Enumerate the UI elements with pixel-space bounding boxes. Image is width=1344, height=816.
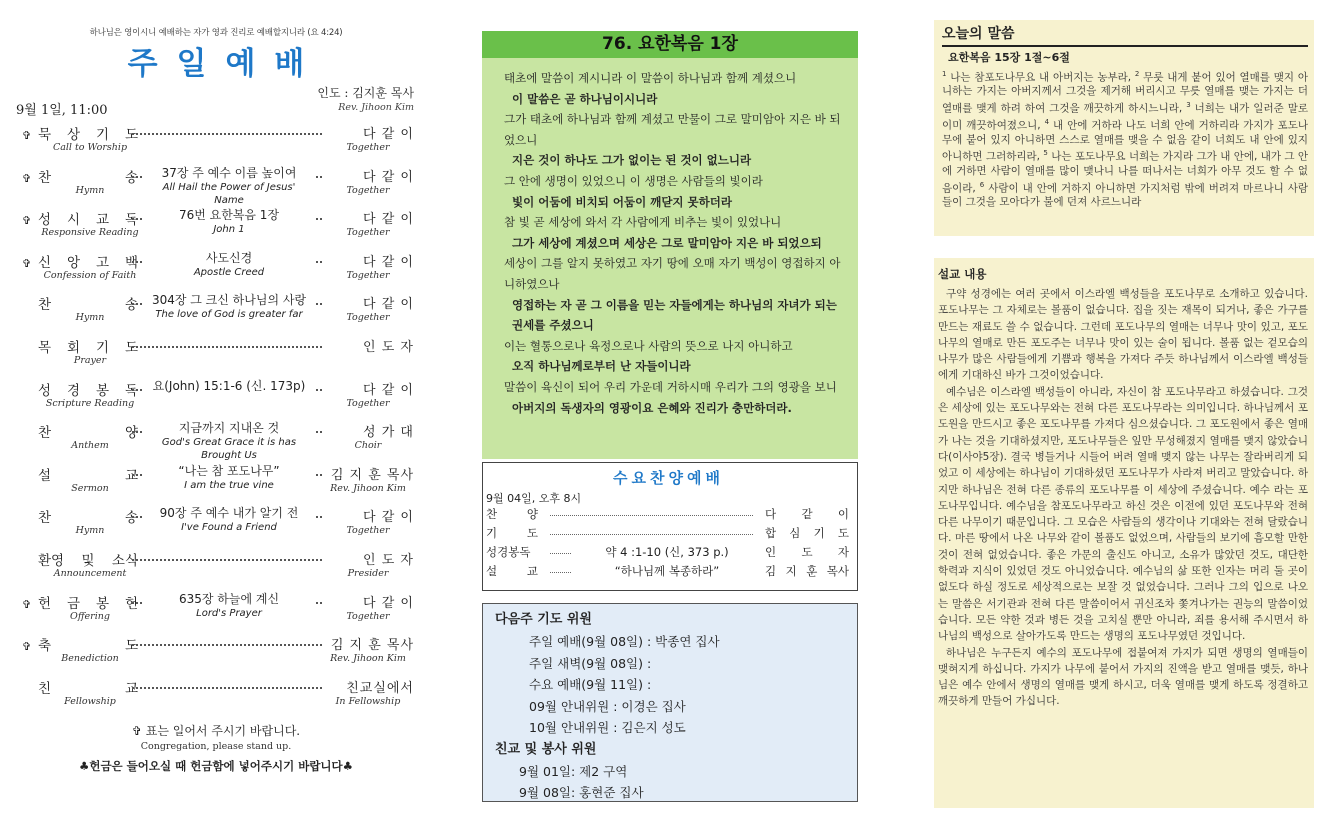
- order-item-leader: 인 도 자: [363, 339, 414, 355]
- reading-line-congregation: 이 말씀은 곧 하나님이시니라: [512, 91, 658, 106]
- order-item-name-en: Anthem: [71, 440, 109, 452]
- order-item-name-char: 고: [95, 254, 110, 271]
- order-item-leader-en: Together: [346, 269, 390, 281]
- order-item-leader: 다 같 이: [363, 169, 414, 185]
- order-item: [14, 591, 418, 634]
- sermon-box: [934, 258, 1314, 808]
- right-panel: [934, 20, 1314, 808]
- verse-number: 2: [1134, 70, 1140, 78]
- todays-word-title: 오늘의 말씀: [942, 23, 1308, 47]
- order-item-name-en: Hymn: [75, 525, 105, 537]
- order-item-name-char: 상: [66, 127, 81, 143]
- wednesday-item-name-char: 설: [486, 564, 498, 578]
- order-item-name-char: 성: [38, 382, 52, 399]
- order-item: [14, 463, 418, 506]
- order-item-name-char: 경: [66, 382, 81, 399]
- order-item-leader: 다 같 이: [363, 127, 414, 142]
- order-item-content-ko: 지금까지 지내온 것: [178, 421, 280, 436]
- order-item-leader: 다 같 이: [363, 297, 414, 313]
- order-item-name-en: Offering: [70, 610, 110, 622]
- order-item-name-char: 도: [124, 127, 138, 143]
- order-item-name: [38, 251, 138, 271]
- prayer-committee-item: 수요 예배(9월 11일) :: [529, 677, 652, 692]
- order-item-name-char: 교: [124, 680, 138, 697]
- wednesday-item-leader-char: 인: [765, 545, 777, 559]
- responsive-reading-text: [482, 58, 858, 418]
- wednesday-order-row: [486, 563, 851, 582]
- leader-name-en: Rev. Jihoon Kim: [338, 102, 414, 113]
- todays-word-text: [942, 68, 1308, 210]
- wednesday-item-leader-char: 도: [801, 545, 813, 559]
- order-item-leader: 김 지 훈 목사: [330, 638, 414, 654]
- order-item-leader-en: Choir: [354, 440, 382, 452]
- dotted-leader: [550, 534, 753, 535]
- reading-line-leader: 그가 태초에 하나님과 함께 계셨고 만물이 그로 말미암아 지은 바 되었으니: [504, 112, 841, 147]
- wednesday-item-leader: [765, 506, 849, 522]
- wednesday-order-row: [486, 525, 851, 544]
- wednesday-item-name-char: 교: [526, 564, 538, 578]
- order-item-name-char: 도: [124, 339, 138, 356]
- order-item: [14, 378, 418, 421]
- order-item-name-char: 봉: [95, 595, 110, 612]
- wednesday-order-row: [486, 544, 851, 563]
- wednesday-item-name-char: 양: [526, 507, 538, 521]
- reading-line-leader: 참 빛 곧 세상에 와서 각 사람에게 비추는 빛이 있었나니: [504, 215, 782, 230]
- sermon-paragraph: 하나님은 누구든지 예수의 포도나무에 접붙여져 가지가 되면 생명의 열매들이 맺혀지게 하십니다. 가지가 나무에 붙어서 가지의 진액을 받고 열매를 맺듯, 하나님은 예수 안에서 생명의 열매를 맺게 하시고, 더욱 열매를 맺게 하도록 정결하고 깨끗하게 만들어 가십니다.: [938, 646, 1308, 708]
- order-item-name-en: Hymn: [75, 312, 105, 324]
- order-item-name-en: Confession of Faith: [43, 269, 137, 281]
- prayer-committee-item: 주일 예배(9월 08일) : 박종연 집사: [529, 634, 720, 649]
- offering-note: ♣헌금은 들어오실 때 헌금함에 넣어주시기 바랍니다♣: [79, 759, 353, 774]
- order-item-content-en: I am the true vine: [184, 479, 274, 491]
- order-item-name-char: 신: [38, 254, 52, 271]
- order-item-leader: 친교실에서: [346, 680, 414, 696]
- order-item-leader-en: Together: [346, 610, 390, 622]
- responsive-reading-box: [482, 31, 858, 459]
- order-item-name-en: Hymn: [75, 184, 105, 196]
- wednesday-item-name-char: 성경봉독: [486, 545, 531, 559]
- prayer-committee-list: [495, 631, 857, 739]
- order-item-name-char: 기: [95, 339, 110, 356]
- wednesday-item-name: [486, 506, 538, 522]
- wednesday-item-leader-char: 도: [837, 526, 849, 540]
- top-verse: 하나님은 영이시니 예배하는 자가 영과 진리로 예배할지니라 (요 4:24): [89, 28, 343, 38]
- order-item-name-char: 교: [124, 467, 138, 484]
- order-item-leader: 다 같 이: [363, 254, 414, 270]
- order-item-name-char: 찬: [38, 425, 52, 442]
- order-item-name-char: 송: [124, 297, 138, 314]
- order-item-name: [38, 123, 138, 143]
- service-leader: [317, 84, 414, 113]
- sermon-text: [938, 286, 1308, 710]
- order-item-name-en: Prayer: [73, 354, 107, 366]
- prayer-committee-box: [482, 603, 858, 802]
- stand-cross-icon: ✞: [22, 256, 32, 270]
- order-item-content-ko: 90장 주 예수 내가 알기 전: [159, 506, 299, 521]
- order-item-name-char: 헌: [124, 595, 138, 612]
- order-item-content: [144, 207, 314, 236]
- service-date: 9월 1일, 11:00: [16, 103, 108, 118]
- order-item-name-char: 교: [95, 212, 110, 229]
- order-item: [14, 165, 418, 208]
- order-item-leader-en: Together: [346, 397, 390, 409]
- reading-line-congregation: 아버지의 독생자의 영광이요 은혜와 진리가 충만하더라.: [512, 400, 792, 415]
- wednesday-order-row: [486, 506, 851, 525]
- order-item-content-ko: 635장 하늘에 계신: [178, 591, 280, 606]
- dotted-leader: [132, 346, 322, 348]
- wednesday-item-name: [486, 525, 538, 541]
- order-item-content: [144, 463, 314, 492]
- wednesday-item-content: 약 4 :1-10 (신, 373 p.): [572, 544, 762, 560]
- order-item-content: [144, 165, 314, 207]
- reading-line-congregation: 영접하는 자 곧 그 이름을 믿는 자들에게는 하나님의 자녀가 되는 권세를 주셨으니: [512, 297, 837, 333]
- order-item-leader-en: Rev. Jihoon Kim: [330, 653, 406, 665]
- dotted-leader: [550, 515, 753, 516]
- order-item: [14, 292, 418, 335]
- sermon-paragraph: 구약 성경에는 여러 곳에서 이스라엘 백성들을 포도나무로 소개하고 있습니다. 포도나무는 그 자체로는 볼품이 없습니다. 집을 짓는 재목이 되거나, 좋은 가구를 만드는 재료도 쓸 수 없습니다. 그런데 포도나무의 열매는 너무나 맛이 있고, 포도나무의 열매로 만든 포도주는 너무나 맛이 있는 술이 됩니다. 볼품 없는 겉모습의 나무가 많은 사람들에게 기쁨과 행복을 가져다 주듯 하나님께서 이스라엘 백성들에게 기대하신 바가 그것이었습니다.: [938, 288, 1308, 382]
- reading-line-leader: 이는 혈통으로나 육정으로나 사람의 뜻으로 나지 아니하고: [504, 338, 793, 353]
- wednesday-title: 수요찬양예배: [613, 469, 724, 487]
- order-item: [14, 505, 418, 548]
- wednesday-item-leader-char: 훈: [806, 564, 818, 578]
- wednesday-item-leader-char: 지: [785, 564, 797, 578]
- wednesday-item-leader-char: 기: [813, 526, 825, 540]
- order-item-name-en: Benediction: [61, 653, 119, 665]
- order-item-name-en: Sermon: [71, 482, 109, 494]
- verse-number: 5: [1043, 149, 1048, 158]
- wednesday-item-leader-char: 다: [765, 507, 777, 521]
- order-item-content-en: I've Found a Friend: [181, 522, 277, 534]
- order-item: [14, 548, 418, 591]
- order-item-name: [38, 336, 138, 356]
- order-item-content-en: The love of God is greater far: [155, 309, 303, 321]
- order-item-name-char: 앙: [66, 254, 81, 271]
- wednesday-item-leader-char: 김: [765, 564, 777, 578]
- order-item-name-char: 찬: [38, 510, 52, 527]
- order-item: [14, 122, 418, 165]
- order-item-leader: 다 같 이: [363, 382, 414, 398]
- verse-text: 너희는 내가 일러준 말로 이미 깨끗하여졌으니,: [942, 102, 1308, 132]
- order-item-name: [38, 379, 138, 399]
- order-item: [14, 633, 418, 676]
- order-item-name-en: Call to Worship: [52, 142, 128, 153]
- wednesday-item-name-char: 기: [486, 526, 498, 540]
- order-item-content-en: John 1: [213, 224, 245, 236]
- stand-cross-icon: ✞: [22, 597, 32, 611]
- order-item-leader-en: Together: [346, 525, 390, 537]
- order-item-name-char: 친: [38, 680, 52, 697]
- order-item-content: [144, 250, 314, 279]
- reading-line-leader: 세상이 그를 알지 못하였고 자기 땅에 오매 자기 백성이 영접하지 아니하였으나: [504, 256, 841, 291]
- order-item-content-en: Apostle Creed: [193, 266, 265, 278]
- leader-name: 인도 : 김지훈 목사: [317, 86, 414, 100]
- todays-word-box: [934, 20, 1314, 236]
- order-item-leader-en: Together: [346, 142, 390, 153]
- order-item-leader: 인 도 자: [363, 552, 414, 568]
- order-item-name-char: 헌: [38, 595, 52, 612]
- wednesday-item-name: [486, 544, 538, 560]
- order-item-name-char: 송: [124, 169, 138, 186]
- stand-note: ✞ 표는 일어서 주시기 바랍니다.: [131, 724, 301, 739]
- dotted-leader: [132, 133, 322, 135]
- order-item-name-char: 기: [95, 127, 110, 143]
- order-item-name: [38, 506, 138, 526]
- stand-cross-icon: ✞: [22, 129, 32, 142]
- order-item-name-char: 독: [124, 382, 138, 399]
- order-item-name: [38, 592, 138, 612]
- wednesday-item-leader-char: 합: [765, 526, 777, 540]
- dotted-leader: [132, 644, 322, 646]
- order-item-name-en: Scripture Reading: [45, 397, 135, 409]
- prayer-committee-item: 09월 안내위원 : 이경은 집사: [529, 698, 686, 714]
- prayer-committee-item: 10월 안내위원 : 김은지 성도: [529, 720, 686, 735]
- order-item: [14, 420, 418, 463]
- order-item-name-char: 소식: [111, 552, 138, 569]
- order-item: [14, 207, 418, 250]
- wednesday-order: [486, 506, 851, 582]
- worship-order-panel: [14, 26, 418, 796]
- order-item-content: [144, 505, 314, 534]
- reading-line-congregation: 그가 세상에 계셨으며 세상은 그로 말미암아 지은 바 되었으되: [512, 235, 822, 250]
- order-item-name: [38, 677, 138, 697]
- dotted-leader: [132, 559, 322, 561]
- service-title: 주일예배: [127, 46, 324, 82]
- order-item-name: [38, 421, 138, 441]
- middle-panel: [482, 31, 858, 802]
- order-item-content-en: God's Great Grace it is has Brought Us: [161, 437, 297, 462]
- sermon-title: 설교 내용: [938, 267, 987, 281]
- reading-line-congregation: 빛이 어둠에 비치되 어둠이 깨닫지 못하더라: [512, 194, 732, 209]
- reading-line-leader: 말씀이 육신이 되어 우리 가운데 거하시매 우리가 그의 영광을 보니: [504, 379, 837, 394]
- order-item-name-char: 백: [124, 254, 138, 271]
- wednesday-item-name-char: 도: [526, 526, 538, 540]
- wednesday-date: 9월 04일, 오후 8시: [486, 492, 582, 505]
- order-item-name-char: 설: [38, 467, 52, 484]
- wednesday-item-content: “하나님께 복종하라”: [572, 563, 762, 579]
- dotted-leader: [132, 687, 322, 689]
- order-item-name-char: 찬: [38, 297, 52, 314]
- verse-text: 나는 참포도나무요 내 아버지는 농부라,: [946, 71, 1135, 84]
- prayer-committee-item: 주일 새벽(9월 08일) :: [529, 655, 652, 671]
- reading-line-leader: 그 안에 생명이 있었으니 이 생명은 사람들의 빛이라: [504, 173, 763, 188]
- order-item-name-char: 축: [38, 638, 52, 655]
- verse-number: 4: [1044, 118, 1050, 127]
- todays-word-reference: 요한복음 15장 1절~6절: [948, 51, 1070, 64]
- order-item-content: [144, 420, 314, 462]
- order-item-content-en: All Hail the Power of Jesus' Name: [162, 181, 296, 206]
- order-item-name-char: 환영: [38, 552, 65, 569]
- order-item-name-char: 목: [38, 339, 52, 356]
- order-item: [14, 335, 418, 378]
- order-item-content-ko: “나는 참 포도나무”: [178, 463, 280, 478]
- order-item-content: [144, 378, 314, 394]
- order-item-name: [38, 208, 138, 228]
- order-item-content-ko: 76번 요한복음 1장: [178, 208, 280, 223]
- fellowship-item: 9월 01일: 제2 구역: [519, 763, 628, 779]
- order-item-content-ko: 37장 주 예수 이름 높이여: [161, 165, 297, 180]
- order-item-content-ko: 사도신경: [205, 250, 253, 265]
- service-meta: [14, 84, 418, 120]
- reading-line-leader: 태초에 말씀이 계시니라 이 말씀이 하나님과 함께 계셨으니: [504, 71, 797, 85]
- wednesday-item-leader-char: 심: [789, 526, 801, 540]
- order-item-leader-en: Presider: [347, 567, 389, 579]
- verse-number: 3: [1186, 101, 1191, 110]
- verse-text: 내 안에 거하라 나도 너희 안에 거하리라 가지가 포도나무에 붙어 있지 아니하면 스스로 열매를 맺을 수 없음 같이 너희도 내 안에 있지 아니하면 그러하리라,: [942, 119, 1308, 163]
- wednesday-item-leader-char: 이: [837, 507, 849, 521]
- order-item-content-ko: 304장 그 크신 하나님의 사랑: [151, 293, 307, 308]
- stand-note-en: Congregation, please stand up.: [140, 741, 292, 753]
- order-item-name-char: 묵: [38, 127, 52, 143]
- fellowship-item: 9월 08일: 홍현준 집사: [519, 785, 644, 800]
- verse-text: 무릇 내게 붙어 있어 열매를 맺지 아니하는 가지는 아버지께서 그것을 제거해 버리시고 무릇 열매를 맺는 가지는 더 열매를 맺게 하려 하여 그것을 깨끗하게 하시느니라,: [942, 71, 1308, 115]
- stand-cross-icon: ✞: [22, 171, 32, 185]
- order-item-leader-en: Rev. Jihoon Kim: [330, 482, 406, 494]
- wednesday-item-leader-char: 같: [801, 507, 813, 521]
- order-item-name-char: 회: [66, 339, 81, 356]
- fellowship-list: [495, 761, 857, 804]
- order-item-name-char: 시: [66, 212, 81, 229]
- order-item-content-ko: 요(John) 15:1-6 (신. 173p): [152, 378, 306, 393]
- order-item-leader: 다 같 이: [363, 212, 414, 228]
- verse-number: 6: [979, 180, 985, 189]
- order-item-content: [144, 591, 314, 620]
- reading-line-congregation: 지은 것이 하나도 그가 없이는 된 것이 없느니라: [512, 153, 752, 168]
- order-item-name-char: 양: [124, 425, 138, 442]
- order-item-leader: 다 같 이: [363, 595, 414, 611]
- order-item-name: [38, 549, 138, 569]
- order-of-worship: [14, 122, 418, 718]
- wednesday-item-leader: [765, 525, 849, 541]
- reading-line-congregation: 오직 하나님께로부터 난 자들이니라: [512, 359, 691, 374]
- order-item-leader-en: In Fellowship: [335, 695, 401, 707]
- order-item-name-char: 봉: [95, 382, 110, 399]
- fellowship-title: 친교 및 봉사 위원: [495, 741, 597, 757]
- prayer-committee-title: 다음주 기도 위원: [495, 612, 592, 627]
- wednesday-item-name: [486, 563, 538, 579]
- order-item-name: [38, 293, 138, 313]
- order-item-leader-en: Together: [346, 312, 390, 324]
- responsive-reading-title: 76. 요한복음 1장: [482, 31, 858, 58]
- order-item-name-char: 송: [124, 510, 138, 527]
- order-item-leader-en: Together: [346, 227, 390, 239]
- stand-cross-icon: ✞: [22, 214, 32, 228]
- order-item-name-char: 찬: [38, 169, 52, 186]
- order-item-content: [144, 292, 314, 321]
- wednesday-item-leader-char: 자: [837, 545, 849, 559]
- stand-cross-icon: ✞: [22, 640, 32, 654]
- order-item-name-char: 및: [81, 552, 95, 569]
- order-item-name-en: Fellowship: [64, 695, 116, 707]
- wednesday-service-box: [482, 462, 858, 591]
- verse-number: 1: [942, 70, 947, 78]
- order-item: [14, 250, 418, 293]
- order-item-name-en: Announcement: [53, 567, 127, 579]
- order-item-name-char: 금: [66, 595, 81, 612]
- order-item-name: [38, 166, 138, 186]
- wednesday-item-leader-char: 목사: [826, 564, 849, 578]
- order-item-name-char: 성: [38, 212, 52, 229]
- verse-text: 사람이 내 안에 거하지 아니하면 가지처럼 밖에 버려져 마르나니 사람들이 그것을 모아다가 불에 던져 사르느니라: [942, 182, 1308, 208]
- order-item-leader: 성 가 대: [363, 425, 414, 441]
- sermon-paragraph: 예수님은 이스라엘 백성들이 아니라, 자신이 참 포도나무라고 하셨습니다. 그것은 세상에 있는 포도나무와는 전혀 다른 포도나무라는 의미입니다. 하나님께서 포도원을 만드시고 좋은 포도나무를 가져다 심으셨습니다. 그 포도원에서 좋은 열매가 나는 것을 기대하셨지만, 포도나무들은 잎만 무성해졌지 열매를 맺지 않았습니다(이사야5장). 결국 병들거나 시들어 버려 열매 맺지 않는 나무는 잘라버리게 되었고 이 세상에는 하나님이 기대하셨던 포도나무가 사라져 버리고 말았습니다. 하지만 하나님은 전혀 다른 종류의 포도나무를 이 세상에 주셨습니다. 예수 라는 포도나무입니다. 예수님을 참포도나무라고 하신 것은 이전에 있던 포도나무와 전혀 다른 나무이기 때문입니다. 그 모습은 사람들의 생각이나 기대와는 전혀 달랐습니다. 마른 땅에서 나온 나무와 같이 볼품도 없었으며, 사람들의 보기에 흠모할 만한 것이 전혀 없었습니다. 좋은 가문의 출신도 아니고, 소유가 많았던 것도, 대단한 학력과 지식이 있었던 것도 아니었습니다. 예수님의 삶 또한 인자는 머리 둘 곳이 없도다 하실 정도로 세상적으로는 보잘 것 없었습니다. 그러나 그의 입으로 나오는 말씀은 서기관과 전혀 다른 말씀이어서 귀신조차 쫓겨나가는 권능의 말씀이었습니다. 모든 약한 것과 병든 것을 고치실 뿐만 아니라, 죄를 용서해 주시면서 하나님의 백성으로 살아가도록 만드는 생명의 포도나무였던 것입니다.: [938, 385, 1308, 643]
- order-item: [14, 676, 418, 719]
- order-item-leader-en: Together: [346, 184, 390, 196]
- order-item-leader: 김 지 훈 목사: [330, 467, 414, 483]
- order-item-leader: 다 같 이: [363, 510, 414, 526]
- wednesday-item-leader: [765, 544, 849, 560]
- wednesday-item-name-char: 찬: [486, 507, 498, 521]
- order-item-name-en: Responsive Reading: [41, 227, 139, 239]
- verse-text: 나는 포도나무요 너희는 가지라 그가 내 안에, 내가 그 안에 거하면 사람이 열매를 많이 맺나니 나를 떠나서는 너희가 아무 것도 할 수 없음이라,: [942, 150, 1309, 195]
- order-item-name: [38, 464, 138, 484]
- wednesday-item-leader: [765, 563, 849, 579]
- order-item-content-en: Lord's Prayer: [196, 607, 262, 619]
- order-item-name: [38, 634, 138, 654]
- bulletin-notes: [14, 722, 418, 774]
- order-item-name-char: 독: [124, 212, 138, 229]
- order-item-name-char: 도: [124, 638, 138, 655]
